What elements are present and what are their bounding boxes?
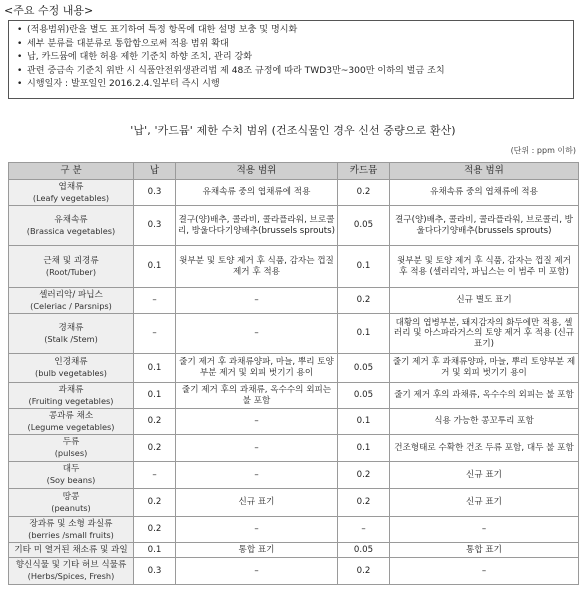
lead-scope: – xyxy=(176,288,338,314)
category-cell xyxy=(9,435,134,462)
table-row xyxy=(9,543,579,558)
cadmium-value: 0.05 xyxy=(338,206,390,246)
category-ko: 기타 미 열거된 채소류 및 과일 xyxy=(14,544,128,555)
cadmium-value: – xyxy=(338,517,390,543)
cadmium-value: 0.2 xyxy=(338,180,390,206)
lead-scope: 신규 표기 xyxy=(176,489,338,517)
category-ko: 대두 xyxy=(62,464,80,475)
category-ko: 두류 xyxy=(62,437,80,448)
bullet-item: • 시행일자 : 발포일인 2016.2.4.일부터 즉시 시행 xyxy=(17,78,573,92)
table-row xyxy=(9,180,579,206)
header-cadmium-scope: 적용 범위 xyxy=(390,163,579,180)
category-ko: 유채속류 xyxy=(54,214,88,225)
lead-scope: – xyxy=(176,409,338,435)
cadmium-value: 0.2 xyxy=(338,489,390,517)
category-ko: 셀러리악/ 파닙스 xyxy=(39,289,103,300)
cadmium-scope: 건조형태로 수확한 건조 두류 포함, 대두 불 포함 xyxy=(390,435,579,462)
category-cell xyxy=(9,558,134,585)
category-ko: 근채 및 괴경류 xyxy=(43,255,99,266)
cadmium-value: 0.1 xyxy=(338,435,390,462)
cadmium-value: 0.05 xyxy=(338,383,390,409)
category-cell xyxy=(9,180,134,206)
table-row xyxy=(9,288,579,314)
header-category: 구 분 xyxy=(9,163,134,180)
lead-value: – xyxy=(134,314,176,354)
category-ko: 과채류 xyxy=(58,384,84,395)
bullet-item: • 납, 카드뮴에 대한 허용 제한 기준치 하향 조치, 관리 강화 xyxy=(17,51,573,65)
cadmium-value: 0.2 xyxy=(338,288,390,314)
cadmium-scope: – xyxy=(390,558,579,585)
lead-scope: 통합 표기 xyxy=(176,543,338,558)
category-en: (bulb vegetables) xyxy=(35,368,107,378)
cadmium-value: 0.2 xyxy=(338,462,390,489)
category-en: (Legume vegetables) xyxy=(27,421,115,432)
category-ko: 인경채류 xyxy=(54,357,88,368)
header-lead-scope: 적용 범위 xyxy=(176,163,338,180)
category-cell xyxy=(9,489,134,517)
lead-value: 0.3 xyxy=(134,206,176,246)
cadmium-scope: 신규 표기 xyxy=(390,489,579,517)
category-en: (pulses) xyxy=(54,448,88,458)
lead-value: – xyxy=(134,462,176,489)
category-en: (Fruiting vegetables) xyxy=(28,395,114,406)
cadmium-scope: 신규 별도 표기 xyxy=(390,288,579,314)
lead-scope: – xyxy=(176,435,338,462)
lead-value: 0.3 xyxy=(134,558,176,585)
category-en: (Celeriac / Parsnips) xyxy=(30,300,112,311)
cadmium-value: 0.2 xyxy=(338,558,390,585)
limits-table xyxy=(8,162,579,585)
lead-value: 0.1 xyxy=(134,246,176,288)
cadmium-scope: 대황의 엽병부분, 돼지감자의 화두에만 적용, 셀러리 및 아스파라거스의 토양 제거 후 적용 (신규 표기) xyxy=(390,314,579,354)
lead-value: 0.2 xyxy=(134,517,176,543)
revision-summary-box xyxy=(8,20,574,99)
bullet-item: • 관련 중금속 기준치 위반 시 식품안전위생관리법 제 48조 규정에 따라 TWD3만~300만 이하의 벌금 조치 xyxy=(17,65,573,79)
category-cell xyxy=(9,314,134,354)
category-ko: 장과류 및 소형 과실류 xyxy=(29,518,113,529)
category-cell xyxy=(9,517,134,543)
cadmium-scope: – xyxy=(390,517,579,543)
category-ko: 콩과류 채소 xyxy=(48,410,94,421)
cadmium-scope: 줄기 제거 후의 과채류, 옥수수의 외피는 불 포함 xyxy=(390,383,579,409)
category-en: (Leafy vegetables) xyxy=(32,192,110,203)
revision-bullet-list xyxy=(17,24,573,92)
section-title: <주요 수정 내용> xyxy=(4,4,94,17)
header-cadmium: 카드뮴 xyxy=(338,163,390,180)
category-cell xyxy=(9,206,134,246)
lead-scope: 결구(양)배추, 콜라비, 콜라플라워, 브로콜리, 방울다다기양배추(brussels sprouts) xyxy=(176,206,338,246)
table-row xyxy=(9,489,579,517)
table-row xyxy=(9,517,579,543)
table-row xyxy=(9,206,579,246)
category-cell xyxy=(9,246,134,288)
cadmium-value: 0.05 xyxy=(338,354,390,383)
cadmium-scope: 통합 표기 xyxy=(390,543,579,558)
cadmium-scope: 결구(양)배추, 콜라비, 콜라플라워, 브로콜리, 방울다다기양배추(brussels sprouts) xyxy=(390,206,579,246)
category-ko: 향신식물 및 기타 허브 식물류 xyxy=(15,560,127,571)
bullet-item: • 세부 분류를 대분류로 통합함으로써 적용 범위 확대 xyxy=(17,38,573,52)
lead-value: 0.3 xyxy=(134,180,176,206)
category-cell xyxy=(9,288,134,314)
table-row xyxy=(9,435,579,462)
table-row xyxy=(9,558,579,585)
category-en: (Soy beans) xyxy=(46,475,96,485)
cadmium-scope: 유채속류 중의 엽채류에 적용 xyxy=(390,180,579,206)
category-en: (peanuts) xyxy=(51,502,91,513)
table-row xyxy=(9,246,579,288)
category-en: (Brassica vegetables) xyxy=(26,225,116,236)
table-title: '납', '카드뮴' 제한 수치 범위 (건조식물인 경우 신선 중량으로 환산) xyxy=(130,124,456,137)
lead-scope: 유채속류 중의 엽채류에 적용 xyxy=(176,180,338,206)
category-cell xyxy=(9,383,134,409)
cadmium-scope: 윗부분 및 토양 제거 후 식품, 감자는 껍질 제거 후 적용 (셀러리악, 파닙스는 이 범주 미 포함) xyxy=(390,246,579,288)
lead-scope: 윗부분 및 토양 제거 후 식품, 감자는 껍질 제거 후 적용 xyxy=(176,246,338,288)
table-row xyxy=(9,409,579,435)
lead-scope: – xyxy=(176,314,338,354)
lead-value: 0.2 xyxy=(134,409,176,435)
lead-scope: – xyxy=(176,558,338,585)
lead-scope: 줄기 제거 후의 과채류, 옥수수의 외피는 불 포함 xyxy=(176,383,338,409)
category-en: (Root/Tuber) xyxy=(45,266,97,277)
category-en: (Stalk /Stem) xyxy=(44,333,98,344)
cadmium-value: 0.1 xyxy=(338,246,390,288)
table-header-row xyxy=(9,163,579,180)
lead-value: – xyxy=(134,288,176,314)
table-row xyxy=(9,383,579,409)
category-cell xyxy=(9,354,134,383)
lead-value: 0.2 xyxy=(134,435,176,462)
lead-scope: – xyxy=(176,462,338,489)
cadmium-value: 0.1 xyxy=(338,409,390,435)
lead-value: 0.2 xyxy=(134,489,176,517)
category-en: (berries /small fruits) xyxy=(28,529,114,540)
cadmium-value: 0.1 xyxy=(338,314,390,354)
category-en: (Herbs/Spices, Fresh) xyxy=(27,571,115,581)
category-ko: 엽채류 xyxy=(58,181,84,192)
header-lead: 납 xyxy=(134,163,176,180)
lead-value: 0.1 xyxy=(134,383,176,409)
lead-scope: 줄기 제거 후 과채류양파, 마늘, 뿌리 토양부분 제거 및 외피 벗기기 용이 xyxy=(176,354,338,383)
lead-value: 0.1 xyxy=(134,543,176,558)
category-ko: 경채류 xyxy=(58,322,84,333)
cadmium-scope: 식용 가능한 콩꼬투리 포함 xyxy=(390,409,579,435)
lead-scope: – xyxy=(176,517,338,543)
category-cell xyxy=(9,543,134,558)
cadmium-scope: 줄기 제거 후 과채류양파, 마늘, 뿌리 토양부분 제거 및 외피 벗기기 용이 xyxy=(390,354,579,383)
table-row xyxy=(9,314,579,354)
category-cell xyxy=(9,409,134,435)
cadmium-scope: 신규 표기 xyxy=(390,462,579,489)
unit-note: (단위 : ppm 이하) xyxy=(510,146,576,155)
bullet-item: • (적용범위)란을 별도 표기하여 특정 항목에 대한 설명 보충 및 명시화 xyxy=(17,24,573,38)
table-row xyxy=(9,462,579,489)
table-row xyxy=(9,354,579,383)
lead-value: 0.1 xyxy=(134,354,176,383)
category-cell xyxy=(9,462,134,489)
category-ko: 땅콩 xyxy=(62,491,80,502)
cadmium-value: 0.05 xyxy=(338,543,390,558)
